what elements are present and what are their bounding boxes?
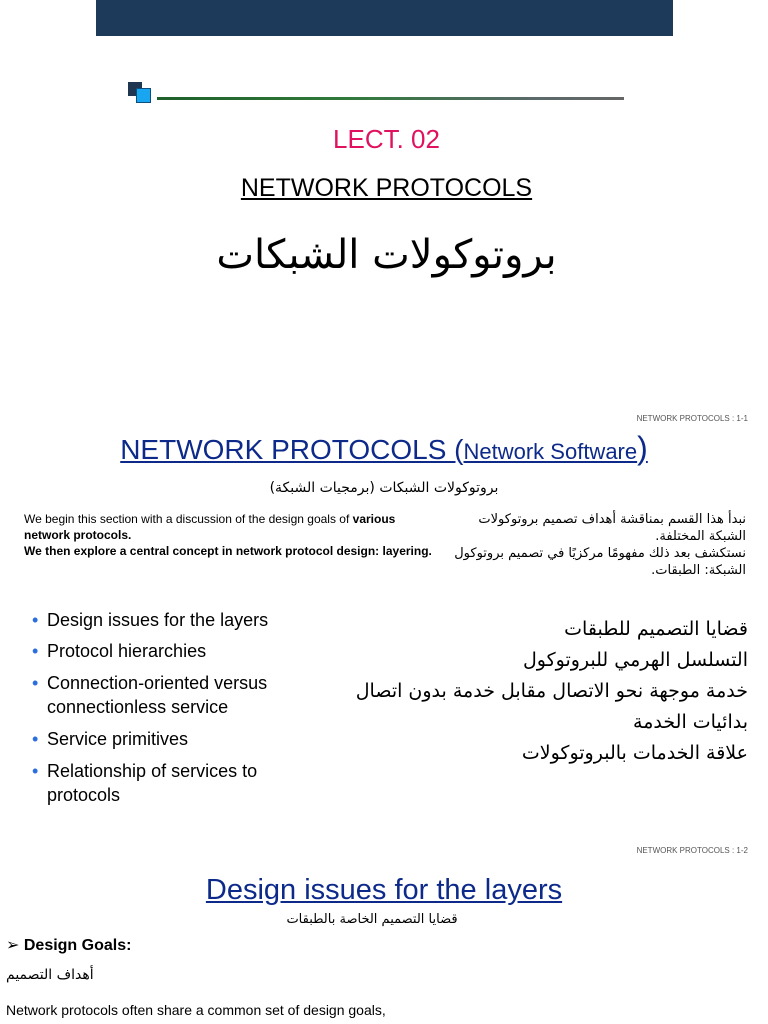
list-item: • Service primitives <box>32 729 189 749</box>
design-goals-arabic: أهداف التصميم <box>6 967 94 983</box>
list-item: قضايا التصميم للطبقات <box>564 618 748 640</box>
list-item: • Connection-oriented versus connectionless service <box>32 673 268 717</box>
slide3-title-arabic: قضايا التصميم الخاصة بالطبقات <box>286 912 458 927</box>
list-item: • Protocol hierarchies <box>32 641 207 661</box>
intro-english <box>24 511 434 559</box>
logo-square-blue <box>136 88 151 103</box>
bullet-icon: • <box>32 641 39 661</box>
topic-list-english <box>32 608 332 807</box>
list-item: بدائيات الخدمة <box>633 711 748 733</box>
intro-english-bold1: various network protocols. <box>24 512 396 542</box>
intro-english-line1: We begin this section with a discussion of the design goals of <box>24 512 353 526</box>
slide3-title: Design issues for the layers <box>205 874 563 906</box>
body-text: Network protocols often share a common set of design goals, <box>6 1002 386 1018</box>
design-goals-label: Design Goals: <box>23 937 132 954</box>
intro-arabic-line2: نستكشف بعد ذلك مفهومًا مركزيًا في تصميم بروتوكول الشبكة: الطبقات. <box>454 546 746 578</box>
list-item: خدمة موجهة نحو الاتصال مقابل خدمة بدون اتصال <box>355 680 748 702</box>
topic-list-arabic <box>320 614 748 769</box>
intro-arabic <box>440 511 746 579</box>
lecture-number: LECT. 02 <box>333 124 440 154</box>
bullet-icon: • <box>32 761 39 781</box>
list-item: • Relationship of services to protocols <box>32 761 258 805</box>
slide1-title: NETWORK PROTOCOLS <box>240 174 533 202</box>
list-item: التسلسل الهرمي للبروتوكول <box>522 649 748 671</box>
slide2-title-main: NETWORK PROTOCOLS ( <box>120 434 464 465</box>
slide1-title-arabic: بروتوكولات الشبكات <box>216 232 557 278</box>
page-number: NETWORK PROTOCOLS : 1-2 <box>636 846 748 855</box>
intro-english-bold2: We then explore a central concept in network protocol design: layering. <box>24 544 432 558</box>
slide2-title <box>0 430 768 467</box>
design-goals-heading <box>6 935 131 955</box>
page-number: NETWORK PROTOCOLS : 1-1 <box>636 414 748 423</box>
intro-arabic-line1: نبدأ هذا القسم بمناقشة أهداف تصميم بروتوكولات الشبكة المختلفة. <box>478 512 746 544</box>
list-item: • Design issues for the layers <box>32 610 269 630</box>
title-divider <box>157 97 624 100</box>
bullet-icon: • <box>32 729 39 749</box>
arrow-bullet-icon: ➢ <box>6 937 20 954</box>
slide2-title-sub: Network Software <box>463 439 638 464</box>
slide2-title-close: ) <box>637 430 648 466</box>
bullet-icon: • <box>32 610 39 630</box>
top-bar <box>96 0 673 36</box>
slide2-subtitle-arabic: بروتوكولات الشبكات (برمجيات الشبكة) <box>269 480 499 496</box>
list-item: علاقة الخدمات بالبروتوكولات <box>521 742 748 764</box>
bullet-icon: • <box>32 673 39 693</box>
